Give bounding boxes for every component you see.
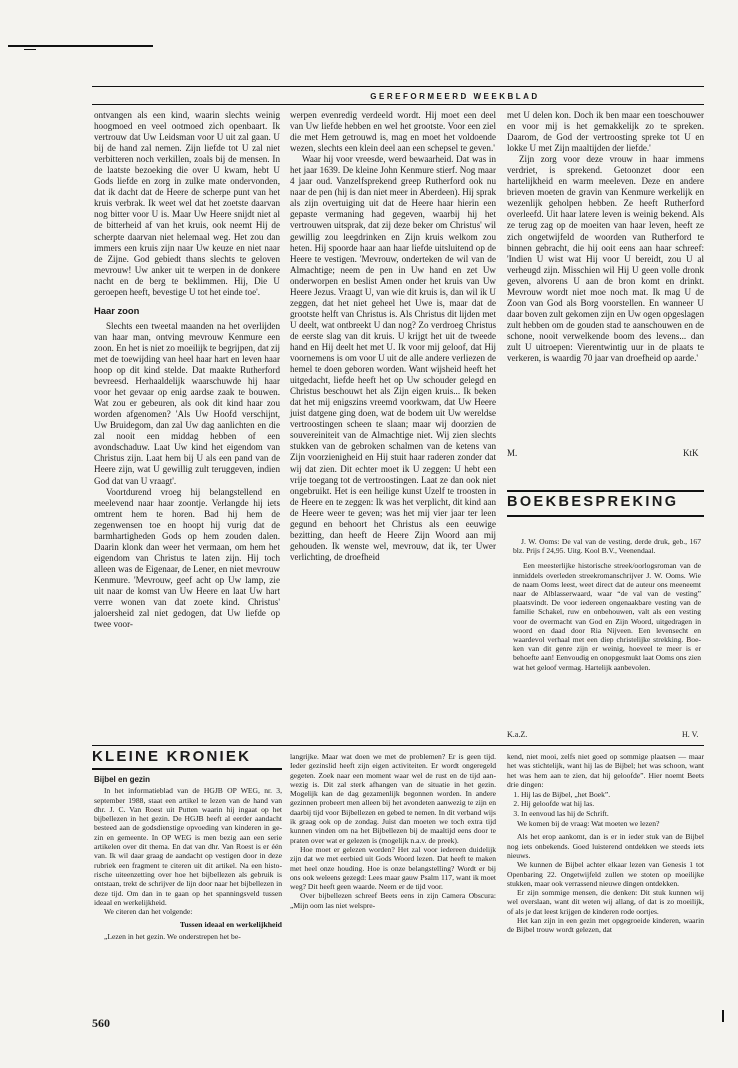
- kroniek-subheading: Tussen ideaal en werkelijkheid: [179, 920, 282, 930]
- list-item: 1. Hij las de Bijbel, „het Boek”.: [521, 790, 704, 799]
- kroniek-column-3: [507, 752, 704, 935]
- section-separator: [92, 745, 704, 746]
- article-signature-right: KtK: [683, 448, 699, 458]
- article-column-3: [507, 110, 704, 364]
- kroniek-paragraph: Als het erop aankomt, dan is er in ieder stuk van de Bijbel nog iets onbekends. Goed luisterend ontdekken we steeds iets nieuws.: [507, 832, 704, 860]
- book-review-rule-top: [507, 490, 704, 492]
- col3-paragraph: met U delen kon. Doch ik ben maar een toeschouwer en voor mij is het gemakkelijk zo te spreken. Daarom, de God der vertroosting spreke tot U en lokke U met Zijn maaltijden der liefde.': [507, 110, 704, 154]
- kroniek-paragraph: In het informatieblad van de HGJB OP WEG, nr. 3, september 1988, staat een artikel te lezen van de hand van dhr. J. C. Van Roest uit Putten waarin hij ingaat op het bijbellezen in het gezin. De HGJB heeft al eerder aandacht besteed aan de godsdienstige opvoeding van kinderen in gezin en gemeente. In OP WEG is men bezig aan een serie artikelen over dit thema. En dat van dhr. Van Roest is er één van. Ik wil daar graag de aandacht op vestigen door in deze rubriek een fragment te citeren uit dit artikel. Na een historische uiteenzetting over hoe het bijbellezen als gebruik is ontstaan, trekt de schrijver de lijn door naar het bijbellezen in deze tijd. Om dan in te gaan op het spanningsveld tussen ideaal en werkelijkheid.: [94, 786, 282, 907]
- header-rule-bottom: [92, 104, 704, 105]
- kroniek-paragraph: Er zijn sommige mensen, die denken: Dit stuk kunnen wij wel overslaan, want dit weten wij allang, of dat is zo moeilijk, of als je dat leest krijgen de kinderen rode oortjes.: [507, 888, 704, 916]
- kroniek-paragraph: „Lezen in het gezin. We onderstrepen het be-: [104, 931, 241, 941]
- col1-paragraph: ontvangen als een kind, waarin slechts weinig hoogmoed en veel ootmoed zich openbaart. Ik vertrouw dat Uw Leidsman voor U uit zal gaan. U bij de hand zal nemen. Zijn liefde tot U zal niet verbitteren noch verkillen, zoals bij de mensen. In de laatste bezoeking die over U kwam, hebt U Gods liefde en zorg in zulke mate ondervonden, dat ik dacht dat de Heere de scherpe punt van het kruis verbrak. Ik weet wel dat het zoetste daarvan nog bitter voor U is. Maar Uw Heere snijdt niet al de bitterheid af van het kruis, ook neemt Hij de scherpte daarvan niet helemaal weg. Het zou dan immers een kruis zijn naar Uw keuze en niet naar de Zijne. God gebiedt thans slechts te geloven mevrouw! Uw anker uit te werpen in de donkere nacht en de berg te beklimmen. Hij, Die U geroepen heeft, bevestige U tot het einde toe'.: [94, 110, 280, 297]
- kroniek-paragraph: Het kan zijn in een gezin met opgegroeide kinderen, waarin de Bijbel trouw wordt gelezen, dat: [507, 916, 704, 935]
- book-review-signature-right: H. V.: [682, 730, 699, 739]
- kroniek-heading: Bijbel en gezin: [94, 775, 151, 784]
- kleine-kroniek-rule: [92, 768, 282, 770]
- header-rule-top: [92, 86, 704, 87]
- kroniek-paragraph: Over bijbellezen schreef Beets eens in zijn Camera Obscura: „Mijn oom las niet welspre-: [290, 891, 496, 910]
- article-column-2: [290, 110, 496, 563]
- col2-paragraph: werpen evenredig verdeeld wordt. Hij moet een deel van Uw liefde hebben en wel het grootste. Voor een ziel die met Hem getrouwd is, mag en moet het voldoende wezen, slechts een klein deel aan een schepsel te geven.': [290, 110, 496, 154]
- book-review-text: Een meesterlijke historische streek/oorlogsroman van de inmiddels overleden streekromanschrijver J. W. Ooms. Wie de naam Ooms leest, weet direct dat de auteur ons meeneemt naar de Alblasserwaard, waar “de val van de vesting” plaatsvindt. De voor iedereen ongenaakbare vesting van de familie Schakel, ruw en onbehouwen, valt als een vesting voor de overmacht van God en Zijn Woord, uitgedragen in woord en daad door Ria Nijveen. Een levensecht en waardevol verhaal met een diep christelijke strekking. Boeken van dit genre zijn er weinig, hoeveel te meer is er behoefte aan! Eenvoudig en onopgesmukt laat Ooms ons zien wat het geloof vermag. Hartelijk aanbevolen.: [513, 561, 701, 672]
- page-number: 560: [92, 1016, 110, 1030]
- kroniek-paragraph: We komen bij de vraag: Wat moeten we lezen?: [517, 819, 660, 829]
- book-review-rule-bottom: [507, 515, 704, 517]
- kroniek-column-1: [94, 772, 282, 941]
- book-review-body: [513, 537, 701, 672]
- kleine-kroniek-banner: KLEINE KRONIEK: [92, 748, 252, 765]
- kroniek-list: [507, 790, 704, 818]
- list-item: 3. In eenvoud las hij de Schrift.: [521, 809, 704, 818]
- kroniek-paragraph: langrijke. Maar wat doen we met de problemen? Er is geen tijd. Ieder gezinslid heeft zijn eigen activiteiten. Er wordt ongeregeld gegeten. Zoek naar een moment waar wel de rust en de tijd aanwezig is. Dit zal sterk afhangen van de situatie in het gezin. Mogelijk kan de dag gezamenlijk begonnen worden. In andere gezinnen probeert men alleen bij het avondeten aanwezig te zijn en daarbij tijd voor Bijbellezen en gebed te nemen. In dit verband wijs ik graag ook op de zondag. Juist dan moeten we toch extra tijd kunnen vinden om na het Bijbellezen bij de maaltijd eens door te praten over wat er gelezen is (mogelijk n.a.v. de preek).: [290, 752, 496, 845]
- top-rule-tick: [24, 49, 36, 50]
- book-review-signature-left: K.a.Z.: [507, 730, 528, 739]
- kroniek-column-2: [290, 752, 496, 910]
- kroniek-paragraph: We citeren dan het volgende:: [104, 907, 193, 917]
- kroniek-paragraph: Hoe moet er gelezen worden? Het zal voor iedereen duidelijk zijn dat we met eerbied uit Gods Woord lezen. Dat heeft te maken met heel onze houding. Hoe is onze belangstelling? Wordt er bij ons ook weleens gezegd: Lees maar gauw Psalm 117, want ik moet weg? Dit heeft geen waarde. Neem er de tijd voor.: [290, 844, 496, 892]
- kroniek-paragraph: kend, niet mooi, zelfs niet goed op sommige plaatsen — maar het was stichtelijk, want hij las de Bijbel; het was schoon, want het was hem aan te zien, dat hij geloofde”. Hier noemt Beets drie dingen:: [507, 752, 704, 789]
- edge-mark: [722, 1010, 724, 1022]
- list-item: 2. Hij geloofde wat hij las.: [521, 799, 704, 808]
- kroniek-paragraph: We kunnen de Bijbel achter elkaar lezen van Genesis 1 tot Openbaring 22. Ongetwijfeld zullen we stoten op moeilijke stukken, maar ook verrassend nieuwe dingen ontdekken.: [507, 860, 704, 888]
- book-review-banner: BOEKBESPREKING: [507, 494, 679, 510]
- col2-paragraph: Waar hij voor vreesde, werd bewaarheid. Dat was in het jaar 1639. De kleine John Kenmure stierf. Nog maar 4 jaar oud. Vanzelfsprekend greep Rutherford ook nu naar de pen (hij is dan niet meer in Aberdeen). Hij sprak als zijn overtuiging uit dat de Heere haar hierin een gepaste vermaning had gegeven, waarbij hij het vertrouwen uitsprak, dat zij deze beker om Christus' wil gewillig zou leegdrinken en Zijn kruis welkom zou heten. Hij spoorde haar aan haar liefde uitsluitend op de Heere te vestigen. 'Mevrouw, onderteken de wil van de Almachtige; neem de pen in Uw hand en zet Uw onderworpen en beslist Amen onder het kruis van Uw Heere Jezus. Vraagt U, van wie dit kruis is, dan wil ik U zeggen, dat het niet geheel het Uwe is, maar dat de grootste helft van Christus is. Als Christus dit lijden met U deelt, wat ontbreekt U dan nog? Zo verdroeg Christus de eerste slag van dit kruis. U krijgt het uit de tweede hand en Hij deelt het met U. Ik voor mij geloof, dat Hij voornemens is om voor U uit de alle andere verliezen de hemel te doen geboren worden. Want wijsheid heeft het uitgedacht, liefde heeft het op Uw schouder gelegd en Christus beschouwt het als Zijn eigen kruis... Ik beken dat het mij enigszins vreemd voorkwam, dat Uw Heere juist datgene ging doen, wat de bodem uit Uw wereldse vertroostingen scheen te slaan; maar wij doorzien de souvereiniteit van de Almachtige niet. Wij zien slechts stukken van de gebroken schalmen van de ketens van Zijn voorzienigheid en Hij stuit haar raderen zonder dat wij dat zien. Dit echter moet ik U zeggen: U hebt een vrije toegang tot de vertroostingen. Laat ze dan ook niet ongebruikt. Het is een heilige kunst Uzelf te troosten in de Heere en te zeggen: Ik was het verplicht, dit kind aan de Heere weer te geven; was het mij vier jaar ter leen gegund en behoort het Christus als een eeuwige bezitting, dan heeft de Heere Zijn Woord aan mij gehouden. Ik wenste wel, mevrouw, dat ik, ter Uwer verlichting, de droefheid: [290, 154, 496, 562]
- article-column-1: [94, 110, 280, 630]
- section-heading: Haar zoon: [94, 304, 140, 316]
- article-signature-left: M.: [507, 448, 518, 458]
- book-reference: J. W. Ooms: De val van de vesting, derde druk, geb., 167 blz. Prijs f 24,95. Uitg. Kool B.V., Veenendaal.: [513, 537, 701, 556]
- col3-paragraph: Zijn zorg voor deze vrouw in haar immens verdriet, is sprekend. Getoonzet door een hartelijkheid en warm meeleven. Deze en andere brieven moeten de gravin van Kenmure werkelijk en wezenlijk geholpen hebben. Ze heeft Rutherford overleefd. Uit haar latere leven is weinig bekend. Als ze terug zag op de moeiten van haar leven, heeft ze zich ongetwijfeld de woorden van Rutherford te binnen gebracht, die hij ooit eens aan haar schreef: 'Indien U wist wat Hij voor U bereidt, zou U al verheugd zijn. Misschien wil Hij U geen volle dronk geven, alvorens U aan de bron komt en drinkt. Mevrouw wordt niet moe noch mat. Ik mag U de Zoon van God als Borg voorstellen. En wanneer U daar boven zult gekomen zijn en Uw ogen opgeslagen zult hebben om de gouden stad te aanschouwen en de schone, nooit verwelkende boom des levens... dan zult U uitroepen: Vierentwintig uur in de plaats te verkeren, is waardig 70 jaar van droefheid op aarde.': [507, 154, 704, 364]
- top-rule: [8, 45, 153, 47]
- running-header: GEREFORMEERD WEEKBLAD: [370, 92, 540, 101]
- col1-paragraph: Voortdurend vroeg hij belangstellend en meelevend naar haar zoontje. Verlangde hij iets omtrent hem te horen. Bad hij hem de zegenwensen toe en hoopt hij vurig dat de barmhartigheden Gods op hem zouden dalen. Daarin klonk dan weer het vermaan, om hem het eigendom van Christus te laten zijn. Hij toch alleen was de Eigenaar, de Lener, en niet mevrouw Kenmure. 'Mevrouw, geef acht op Uw lamp, zie uit naar de komst van Uw Heere en laat Uw hart verre wonen van dat zoete kind. Christus' jaloersheid zal niet gedogen, dat Uw liefde op twee voor-: [94, 486, 280, 630]
- col1-paragraph: Slechts een tweetal maanden na het overlijden van haar man, ontving mevrouw Kenmure een zoon. En het is niet zo moeilijk te begrijpen, dat zij met de toewijding van heel haar hart en leven haar hoop op dit kind stelde. Dat maakte Rutherford bevreesd. Herhaaldelijk waarschuwde hij haar voor het gevaar op enig aardse zaak te bouwen. Wat zou er gebeuren, als ook dit kind haar zou worden afgenomen? 'Als Uw Hoofd verschijnt, Uw Bruidegom, dan zal Uw dag aanlichten en die zal nooit een middag hebben of een avondschaduw. Laat Uw kind het eigendom van Christus zijn. Laat hem bij U als een pand van de Heere zijn, wat U gewillig zult teruggeven, indien God dat van U vraagt'.: [94, 320, 280, 486]
